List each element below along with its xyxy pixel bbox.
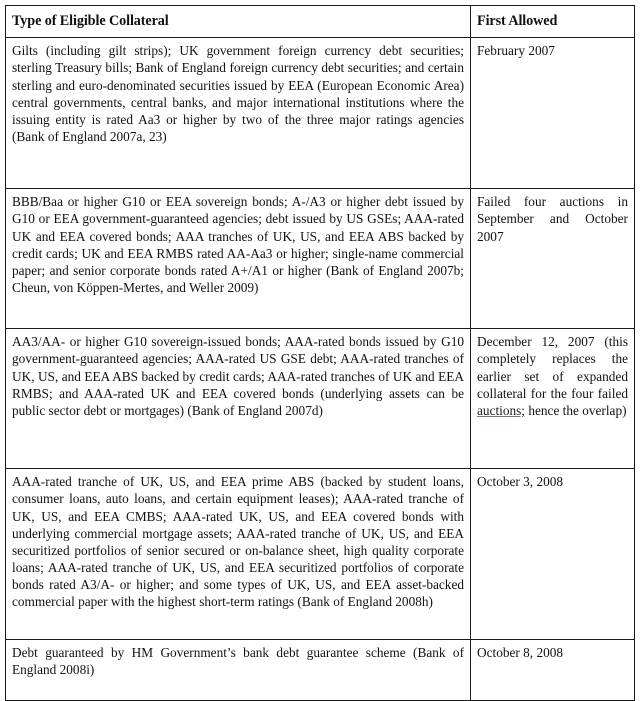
cell-collateral: AAA-rated tranche of UK, US, and EEA prime ABS (backed by student loans, consumer loans, auto loans, and certain equipment leases); AAA-rated tranche of UK, US, and EEA CMBS; AAA-rated UK, US, and EEA covered bonds with underlying commercial mortgage assets; AAA-rated tranche of UK, US, and EEA securitized portfolios of senior secured or on-balance sheet, high quality corporate loans; AAA-rated tranche of UK, US, and EEA securitized portfolios of corporate bonds rated A3/A- or higher; and some types of UK, US, and EEA asset-backed commercial paper with the highest short-term ratings (Bank of England 2008h) — [6, 469, 471, 640]
cell-first-allowed: February 2007 — [471, 38, 635, 189]
cell-collateral: Debt guaranteed by HM Government’s bank debt guarantee scheme (Bank of England 2008i) — [6, 640, 471, 701]
cell-collateral: BBB/Baa or higher G10 or EEA sovereign bonds; A-/A3 or higher debt issued by G10 or EEA government-guaranteed agencies; debt issued by US GSEs; AAA-rated UK and EEA covered bonds; AAA tranches of UK, US, and EEA ABS backed by credit cards; UK and EEA RMBS rated AA-Aa3 or higher; single-name commercial paper; and senior corporate bonds rated A+/A1 or higher (Bank of England 2007b; Cheun, von Köppen-Mertes, and Weller 2009) — [6, 189, 471, 329]
column-header-first-allowed: First Allowed — [471, 6, 635, 38]
cell-first-allowed: October 8, 2008 — [471, 640, 635, 701]
first-allowed-text-prefix: December 12, 2007 (this completely replaces the earlier set of expanded collateral for the four failed — [477, 334, 628, 401]
table-row — [6, 640, 635, 701]
table-row — [6, 469, 635, 640]
table-row — [6, 189, 635, 329]
column-header-collateral: Type of Eligible Collateral — [6, 6, 471, 38]
eligible-collateral-table — [5, 5, 635, 701]
cell-first-allowed — [471, 329, 635, 469]
auctions-link[interactable]: auctions; — [477, 402, 526, 418]
table-body — [6, 38, 635, 701]
cell-first-allowed: October 3, 2008 — [471, 469, 635, 640]
cell-first-allowed: Failed four auctions in September and October 2007 — [471, 189, 635, 329]
table-header — [6, 6, 635, 38]
cell-collateral: Gilts (including gilt strips); UK government foreign currency debt securities; sterling Treasury bills; Bank of England foreign currency debt securities; and certain sterling and euro-denominated securities issued by EEA (European Economic Area) central governments, central banks, and major international institutions where the issuing entity is rated Aa3 or higher by two of the three major ratings agencies (Bank of England 2007a, 23) — [6, 38, 471, 189]
first-allowed-text-suffix: hence the overlap) — [525, 402, 627, 418]
table-row — [6, 329, 635, 469]
table-row — [6, 38, 635, 189]
cell-collateral: AA3/AA- or higher G10 sovereign-issued bonds; AAA-rated bonds issued by G10 government-guaranteed agencies; AAA-rated US GSE debt; AAA-rated tranches of UK, US, and EEA ABS backed by credit cards; AAA-rated tranches of UK and EEA RMBS; and AAA-rated UK and EEA covered bonds (underlying assets can be public sector debt or mortgages) (Bank of England 2007d) — [6, 329, 471, 469]
table-header-row — [6, 6, 635, 38]
